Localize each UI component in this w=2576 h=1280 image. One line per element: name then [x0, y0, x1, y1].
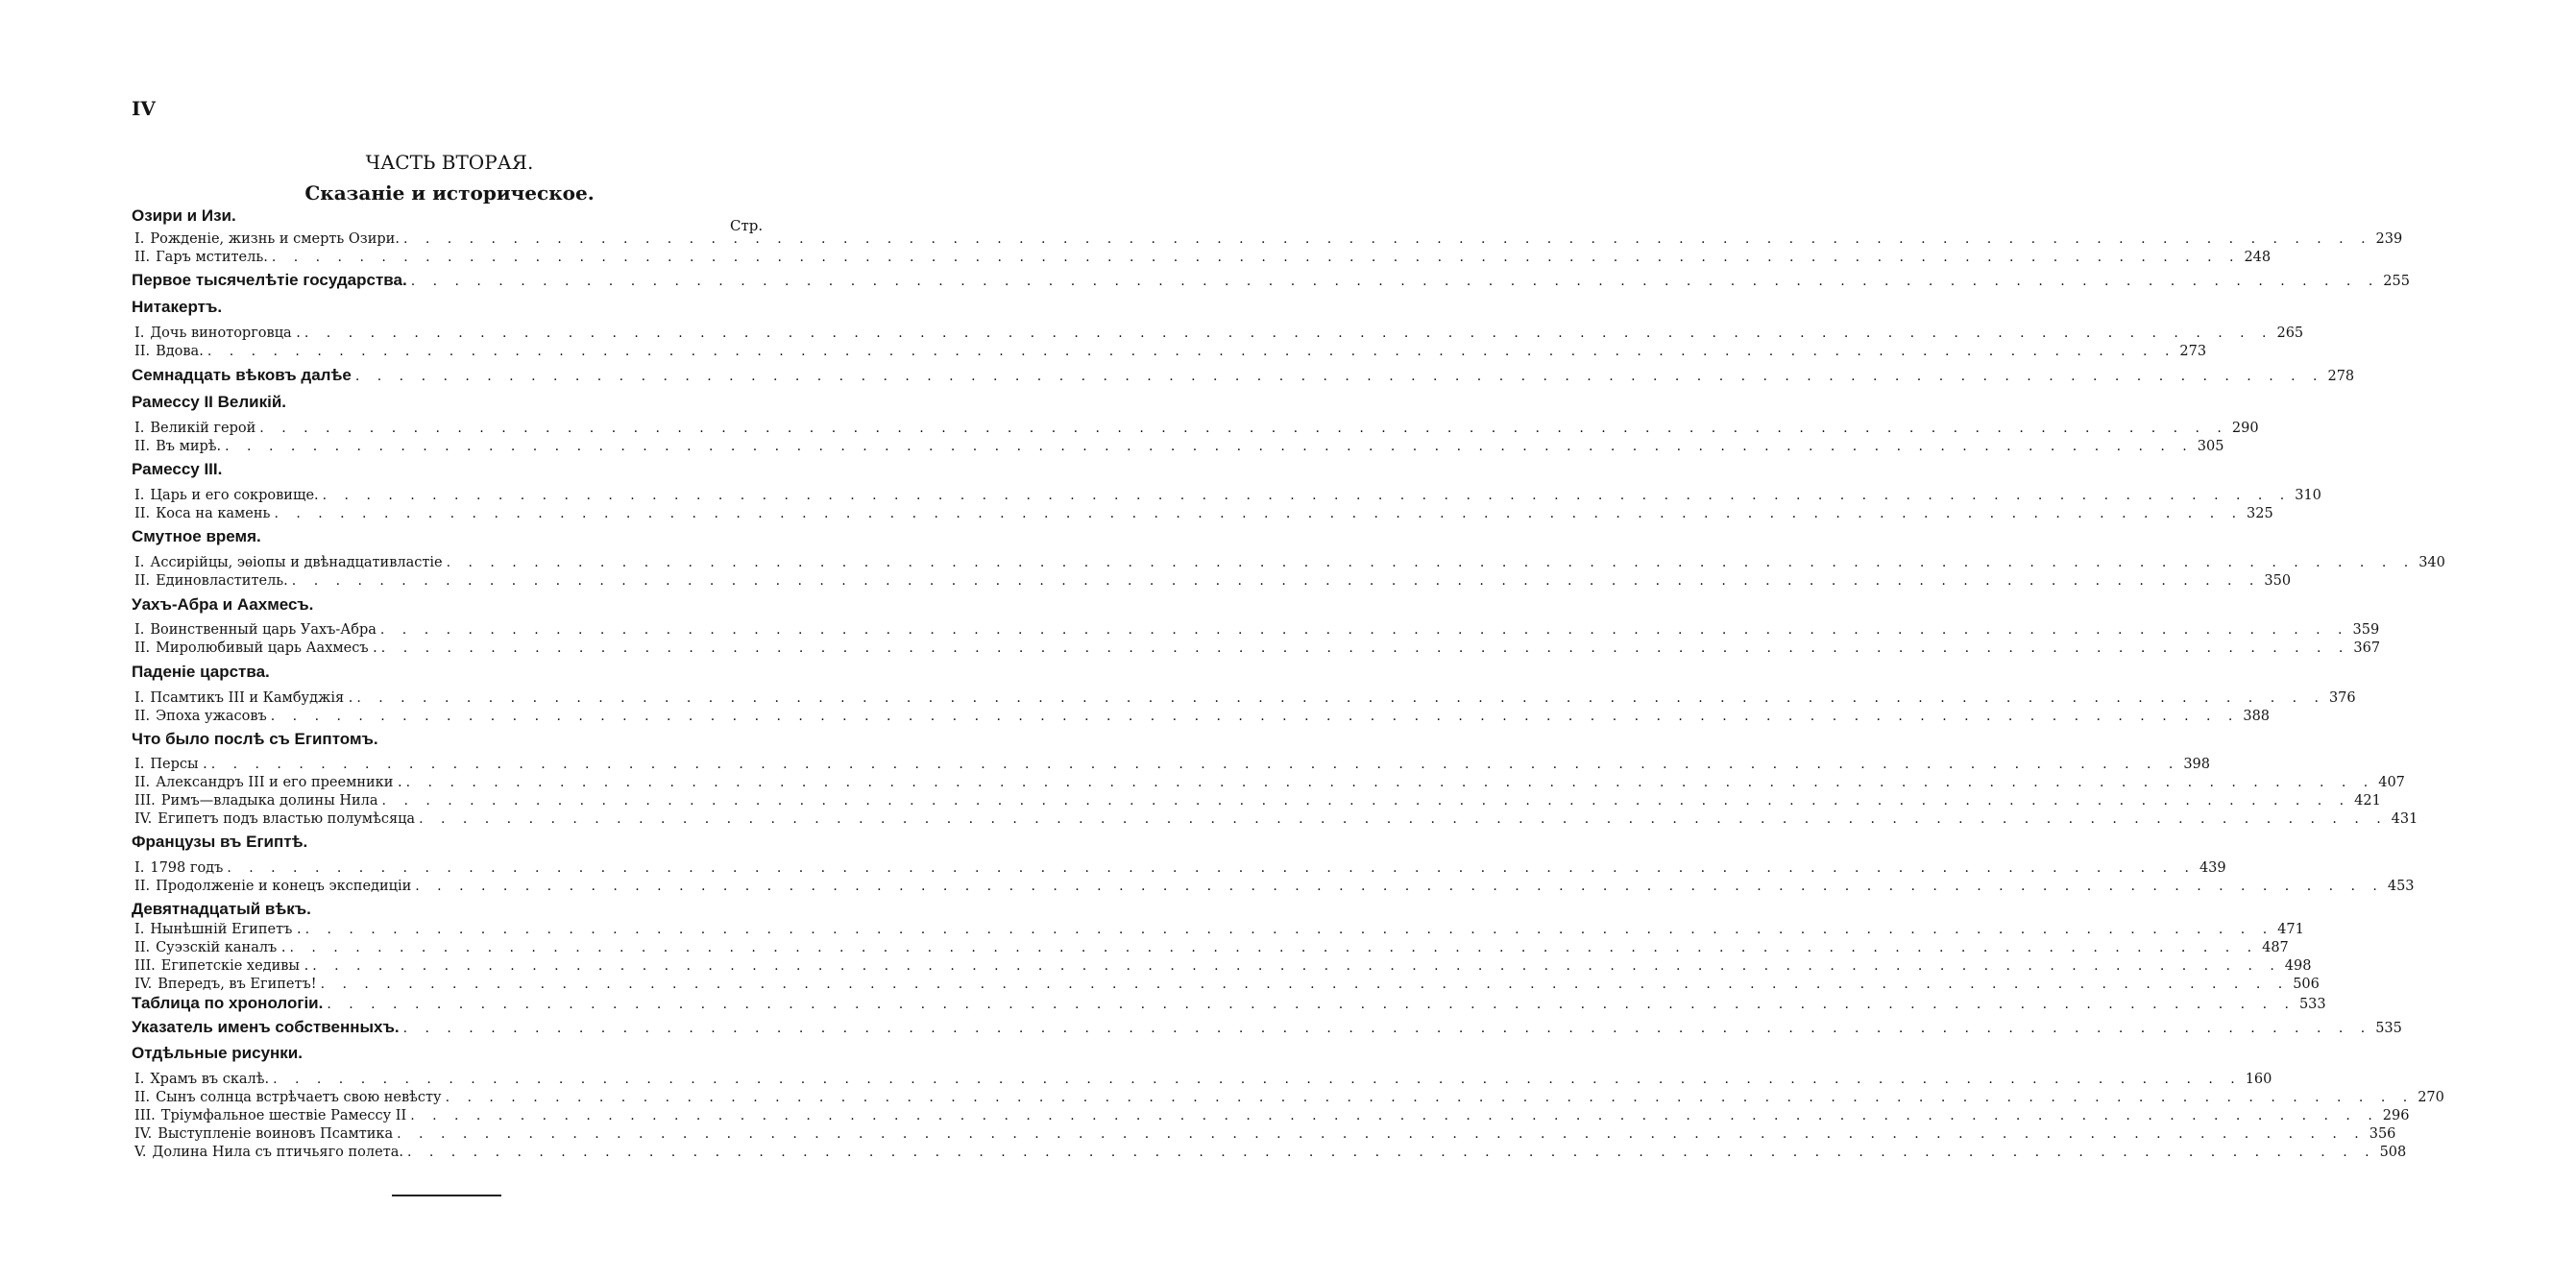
dot-leader: . . . . . . . . . . . . . . . . . . . . . . . . . . . . . . . . . . . . . . . . . . . . . . . . . . . . . . . . . . . . . . . . . . . . . . . . . . . . . . . . . . . . . . . . . .	[312, 958, 2281, 974]
toc-section	[0, 595, 899, 618]
section-title: Девятнадцатый вѣкъ.	[132, 900, 311, 918]
page-column-label: Стр.	[730, 217, 764, 234]
entry-number: II.	[134, 506, 151, 521]
entry-number: II.	[134, 879, 151, 894]
page-ref: 367	[2353, 640, 2381, 656]
toc-section	[0, 271, 2410, 294]
page-ref: 340	[2418, 555, 2445, 570]
page-ref: 239	[2375, 231, 2403, 247]
dot-leader: . . . . . . . . . . . . . . . . . . . . . . . . . . . . . . . . . . . . . . . . . . . . . . . . . . . . . . . . . . . . . . . . . . . . . . . . . . . . . . . . . . . . . . . . . .	[270, 709, 2240, 724]
page-ref: 506	[2293, 977, 2320, 992]
section-title: Указатель именъ собственныхъ.	[132, 1018, 400, 1036]
entry-title: Египетъ подъ властью полумѣсяца	[158, 811, 416, 827]
page-ref: 431	[2391, 811, 2418, 827]
toc-entry	[0, 250, 2272, 268]
page-ref: 305	[2197, 439, 2224, 454]
entry-title: Великій герой	[150, 421, 256, 436]
section-title: Первое тысячелѣтіе государства.	[132, 271, 407, 289]
page-ref: 356	[2369, 1126, 2396, 1142]
toc-entry	[0, 622, 2380, 640]
dot-leader: . . . . . . . . . . . . . . . . . . . . . . . . . . . . . . . . . . . . . . . . . . . . . . . . . . . . . . . . . . . . . . . . . . . . . . . . . . . . . . . . . . . . . . . . . .	[415, 879, 2384, 894]
closing-rule	[392, 1195, 501, 1196]
section-title: Семнадцать вѣковъ далѣе	[132, 366, 352, 384]
toc-section	[0, 730, 899, 753]
entry-title: Гаръ мститель.	[156, 250, 268, 265]
page-ref: 487	[2262, 940, 2289, 955]
toc-section	[0, 460, 899, 483]
page-ref: 533	[2298, 997, 2326, 1012]
entry-number: II.	[134, 775, 151, 790]
dot-leader: . . . . . . . . . . . . . . . . . . . . . . . . . . . . . . . . . . . . . . . . . . . . . . . . . . . . . . . . . . . . . . . . . . . . . . . . . . . . . . . . . . . . . . . . . .	[274, 506, 2244, 521]
entry-number: IV.	[134, 811, 153, 827]
entry-title: Продолженіе и конецъ экспедиціи	[156, 879, 412, 894]
entry-number: II.	[134, 344, 151, 359]
toc-entry	[0, 977, 2320, 995]
dot-leader: . . . . . . . . . . . . . . . . . . . . . . . . . . . . . . . . . . . . . . . . . . . . . . . . . . . . . . . . . . . . . . . . . . . . . . . . . . . . . . . . . . . . . . . . . .	[380, 640, 2350, 656]
page-ref: 273	[2179, 344, 2207, 359]
entry-title: Миролюбивый царь Аахмесъ .	[156, 640, 377, 656]
toc-section	[0, 833, 899, 856]
page-ref: 508	[2379, 1145, 2407, 1160]
entry-title: Коса на камень	[156, 506, 271, 521]
toc-entry	[0, 690, 2356, 709]
toc-entry	[0, 573, 2292, 592]
dot-leader: . . . . . . . . . . . . . . . . . . . . . . . . . . . . . . . . . . . . . . . . . . . . . . . . . . . . . . . . . . . . . . . . . . . . . . . . . . . . . . . . . . . . . . . . . .	[327, 997, 2296, 1012]
toc-section	[0, 527, 899, 550]
entry-number: I.	[134, 860, 145, 876]
dot-leader: . . . . . . . . . . . . . . . . . . . . . . . . . . . . . . . . . . . . . . . . . . . . . . . . . . . . . . . . . . . . . . . . . . . . . . . . . . . . . . . . . . . . . . . . . .	[379, 622, 2349, 638]
section-title: Паденіе царства.	[132, 663, 270, 681]
toc-entry	[0, 879, 2415, 897]
entry-title: Единовластитель.	[156, 573, 288, 589]
entry-number: III.	[134, 1108, 156, 1123]
toc-entry	[0, 1090, 2444, 1108]
page-ref: 325	[2247, 506, 2273, 521]
toc-entry	[0, 860, 2226, 879]
entry-number: IV.	[134, 977, 153, 992]
toc-entry	[0, 555, 2445, 573]
toc-entry	[0, 922, 2304, 940]
toc-entry	[0, 640, 2381, 659]
entry-number: III.	[134, 793, 156, 809]
entry-number: I.	[134, 421, 145, 436]
page-ref: 407	[2378, 775, 2405, 790]
entry-title: Храмъ въ скалѣ.	[150, 1072, 270, 1087]
toc-section	[0, 1018, 2402, 1041]
entry-number: III.	[134, 958, 156, 974]
entry-title: Выступленіе воиновъ Псамтика	[158, 1126, 394, 1142]
entry-number: II.	[134, 709, 151, 724]
dot-leader: . . . . . . . . . . . . . . . . . . . . . . . . . . . . . . . . . . . . . . . . . . . . . . . . . . . . . . . . . . . . . . . . . . . . . . . . . . . . . . . . . . . . . . . . . .	[402, 231, 2372, 247]
page-number: IV	[132, 97, 156, 120]
page-ref: 160	[2245, 1072, 2272, 1087]
entry-number: IV.	[134, 1126, 153, 1142]
entry-number: V.	[134, 1145, 147, 1160]
page-ref: 376	[2328, 690, 2356, 706]
entry-title: Дочь виноторговца .	[150, 326, 301, 341]
dot-leader: . . . . . . . . . . . . . . . . . . . . . . . . . . . . . . . . . . . . . . . . . . . . . . . . . . . . . . . . . . . . . . . . . . . . . . . . . . . . . . . . . . . . . . . . . .	[402, 1021, 2372, 1036]
page-ref: 290	[2231, 421, 2259, 436]
toc-section	[0, 366, 2355, 389]
page-ref: 296	[2382, 1108, 2410, 1123]
entry-number: II.	[134, 439, 151, 454]
section-title: Отдѣльные рисунки.	[132, 1044, 303, 1062]
entry-number: II.	[134, 1090, 151, 1105]
dot-leader: . . . . . . . . . . . . . . . . . . . . . . . . . . . . . . . . . . . . . . . . . . . . . . . . . . . . . . . . . . . . . . . . . . . . . . . . . . . . . . . . . . . . . . . . . .	[289, 940, 2259, 955]
toc-entry	[0, 344, 2207, 362]
page-ref: 248	[2244, 250, 2272, 265]
toc-entry	[0, 793, 2381, 811]
dot-leader: . . . . . . . . . . . . . . . . . . . . . . . . . . . . . . . . . . . . . . . . . . . . . . . . . . . . . . . . . . . . . . . . . . . . . . . . . . . . . . . . . . . . . . . . . .	[410, 274, 2380, 289]
dot-leader: . . . . . . . . . . . . . . . . . . . . . . . . . . . . . . . . . . . . . . . . . . . . . . . . . . . . . . . . . . . . . . . . . . . . . . . . . . . . . . . . . . . . . . . . . .	[271, 250, 2241, 265]
toc-entry	[0, 757, 2211, 775]
toc-entry	[0, 1145, 2407, 1163]
section-title: Что было послѣ съ Египтомъ.	[132, 730, 378, 748]
page-ref: 421	[2354, 793, 2381, 809]
dot-leader: . . . . . . . . . . . . . . . . . . . . . . . . . . . . . . . . . . . . . . . . . . . . . . . . . . . . . . . . . . . . . . . . . . . . . . . . . . . . . . . . . . . . . . . . . .	[381, 793, 2351, 809]
dot-leader: . . . . . . . . . . . . . . . . . . . . . . . . . . . . . . . . . . . . . . . . . . . . . . . . . . . . . . . . . . . . . . . . . . . . . . . . . . . . . . . . . . . . . . . . . .	[259, 421, 2228, 436]
section-title: Смутное время.	[132, 527, 261, 545]
section-title: Рамессу II Великій.	[132, 393, 287, 411]
dot-leader: . . . . . . . . . . . . . . . . . . . . . . . . . . . . . . . . . . . . . . . . . . . . . . . . . . . . . . . . . . . . . . . . . . . . . . . . . . . . . . . . . . . . . . . . . .	[354, 369, 2324, 384]
toc-entry	[0, 811, 2418, 830]
toc-entry	[0, 231, 2403, 250]
part-title: ЧАСТЬ ВТОРАЯ.	[365, 151, 534, 174]
toc-section	[0, 1044, 899, 1067]
toc-entry	[0, 709, 2271, 727]
entry-title: Нынѣшній Египетъ .	[150, 922, 302, 937]
entry-title: Римъ—владыка долины Нила	[160, 793, 378, 809]
page-ref: 439	[2199, 860, 2226, 876]
toc-entry	[0, 439, 2224, 457]
entry-number: II.	[134, 573, 151, 589]
dot-leader: . . . . . . . . . . . . . . . . . . . . . . . . . . . . . . . . . . . . . . . . . . . . . . . . . . . . . . . . . . . . . . . . . . . . . . . . . . . . . . . . . . . . . . . . . .	[227, 860, 2196, 876]
entry-title: Суэзскій каналъ .	[156, 940, 286, 955]
entry-title: Въ мирѣ.	[156, 439, 222, 454]
toc-entry	[0, 1126, 2396, 1145]
toc-entry	[0, 1108, 2410, 1126]
toc-section	[0, 900, 899, 923]
entry-number: II.	[134, 640, 151, 656]
toc-entry	[0, 326, 2304, 344]
dot-leader: . . . . . . . . . . . . . . . . . . . . . . . . . . . . . . . . . . . . . . . . . . . . . . . . . . . . . . . . . . . . . . . . . . . . . . . . . . . . . . . . . . . . . . . . . .	[291, 573, 2261, 589]
entry-number: I.	[134, 622, 145, 638]
entry-title: Рожденіе, жизнь и смерть Озири.	[150, 231, 400, 247]
entry-title: Вдова.	[156, 344, 204, 359]
toc-entry	[0, 940, 2289, 958]
page-ref: 350	[2264, 573, 2292, 589]
entry-title: Псамтикъ III и Камбуджія .	[150, 690, 353, 706]
entry-title: Сынъ солнца встрѣчаетъ свою невѣсту	[156, 1090, 442, 1105]
dot-leader: . . . . . . . . . . . . . . . . . . . . . . . . . . . . . . . . . . . . . . . . . . . . . . . . . . . . . . . . . . . . . . . . . . . . . . . . . . . . . . . . . . . . . . . . . .	[210, 757, 2180, 772]
entry-title: Долина Нила съ птичьяго полета.	[152, 1145, 403, 1160]
section-title: Уахъ-Абра и Аахмесъ.	[132, 595, 314, 614]
toc-section	[0, 393, 899, 416]
dot-leader: . . . . . . . . . . . . . . . . . . . . . . . . . . . . . . . . . . . . . . . . . . . . . . . . . . . . . . . . . . . . . . . . . . . . . . . . . . . . . . . . . . . . . . . . . .	[406, 1145, 2376, 1160]
dot-leader: . . . . . . . . . . . . . . . . . . . . . . . . . . . . . . . . . . . . . . . . . . . . . . . . . . . . . . . . . . . . . . . . . . . . . . . . . . . . . . . . . . . . . . . . . .	[419, 811, 2388, 827]
entry-number: I.	[134, 231, 145, 247]
dot-leader: . . . . . . . . . . . . . . . . . . . . . . . . . . . . . . . . . . . . . . . . . . . . . . . . . . . . . . . . . . . . . . . . . . . . . . . . . . . . . . . . . . . . . . . . . .	[356, 690, 2325, 706]
page-ref: 359	[2352, 622, 2380, 638]
entry-title: Воинственный царь Уахъ-Абра	[150, 622, 377, 638]
entry-number: I.	[134, 757, 145, 772]
dot-leader: . . . . . . . . . . . . . . . . . . . . . . . . . . . . . . . . . . . . . . . . . . . . . . . . . . . . . . . . . . . . . . . . . . . . . . . . . . . . . . . . . . . . . . . . . .	[322, 488, 2292, 503]
page-ref: 471	[2277, 922, 2304, 937]
entry-title: Ассирійцы, эѳіопы и двѣнадцативластіе	[150, 555, 443, 570]
page-ref: 498	[2284, 958, 2312, 974]
toc-entry	[0, 775, 2405, 793]
toc-section	[0, 298, 899, 321]
page-ref: 453	[2387, 879, 2415, 894]
page-ref: 398	[2183, 757, 2211, 772]
entry-number: I.	[134, 690, 145, 706]
page-ref: 388	[2243, 709, 2271, 724]
subtitle: Сказаніе и историческое.	[304, 181, 595, 205]
dot-leader: . . . . . . . . . . . . . . . . . . . . . . . . . . . . . . . . . . . . . . . . . . . . . . . . . . . . . . . . . . . . . . . . . . . . . . . . . . . . . . . . . . . . . . . . . .	[405, 775, 2375, 790]
entry-number: I.	[134, 555, 145, 570]
dot-leader: . . . . . . . . . . . . . . . . . . . . . . . . . . . . . . . . . . . . . . . . . . . . . . . . . . . . . . . . . . . . . . . . . . . . . . . . . . . . . . . . . . . . . . . . . .	[320, 977, 2290, 992]
toc-section	[0, 663, 899, 686]
entry-number: I.	[134, 1072, 145, 1087]
page-ref: 270	[2418, 1090, 2444, 1105]
entry-number: II.	[134, 940, 151, 955]
entry-number: I.	[134, 326, 145, 341]
entry-number: I.	[134, 922, 145, 937]
page-ref: 265	[2276, 326, 2304, 341]
entry-title: Впередъ, въ Египетъ!	[158, 977, 317, 992]
toc-entry	[0, 421, 2259, 439]
toc-section	[0, 206, 899, 229]
entry-number: I.	[134, 488, 145, 503]
toc-entry	[0, 506, 2273, 524]
dot-leader: . . . . . . . . . . . . . . . . . . . . . . . . . . . . . . . . . . . . . . . . . . . . . . . . . . . . . . . . . . . . . . . . . . . . . . . . . . . . . . . . . . . . . . . . . .	[273, 1072, 2242, 1087]
dot-leader: . . . . . . . . . . . . . . . . . . . . . . . . . . . . . . . . . . . . . . . . . . . . . . . . . . . . . . . . . . . . . . . . . . . . . . . . . . . . . . . . . . . . . . . . . .	[225, 439, 2194, 454]
entry-title: Египетскіе хедивы .	[160, 958, 309, 974]
entry-title: Тріумфальное шествіе Рамессу II	[160, 1108, 407, 1123]
toc-entry	[0, 488, 2321, 506]
section-title: Озири и Изи.	[132, 206, 236, 225]
dot-leader: . . . . . . . . . . . . . . . . . . . . . . . . . . . . . . . . . . . . . . . . . . . . . . . . . . . . . . . . . . . . . . . . . . . . . . . . . . . . . . . . . . . . . . . . . .	[207, 344, 2176, 359]
dot-leader: . . . . . . . . . . . . . . . . . . . . . . . . . . . . . . . . . . . . . . . . . . . . . . . . . . . . . . . . . . . . . . . . . . . . . . . . . . . . . . . . . . . . . . . . . .	[397, 1126, 2366, 1142]
entry-title: Эпоха ужасовъ	[156, 709, 267, 724]
dot-leader: . . . . . . . . . . . . . . . . . . . . . . . . . . . . . . . . . . . . . . . . . . . . . . . . . . . . . . . . . . . . . . . . . . . . . . . . . . . . . . . . . . . . . . . . . .	[446, 555, 2416, 570]
entry-number: II.	[134, 250, 151, 265]
section-title: Таблица по хронологіи.	[132, 994, 324, 1012]
page-ref: 535	[2375, 1021, 2402, 1036]
dot-leader: . . . . . . . . . . . . . . . . . . . . . . . . . . . . . . . . . . . . . . . . . . . . . . . . . . . . . . . . . . . . . . . . . . . . . . . . . . . . . . . . . . . . . . . . . .	[445, 1090, 2415, 1105]
entry-title: 1798 годъ	[150, 860, 224, 876]
dot-leader: . . . . . . . . . . . . . . . . . . . . . . . . . . . . . . . . . . . . . . . . . . . . . . . . . . . . . . . . . . . . . . . . . . . . . . . . . . . . . . . . . . . . . . . . . .	[410, 1108, 2379, 1123]
toc-entry	[0, 958, 2312, 977]
toc-section	[0, 994, 2326, 1017]
page-ref: 255	[2383, 274, 2410, 289]
toc-entry	[0, 1072, 2272, 1090]
entry-title: Персы .	[150, 757, 207, 772]
page-ref: 310	[2295, 488, 2321, 503]
section-title: Рамессу III.	[132, 460, 223, 478]
page-ref: 278	[2327, 369, 2355, 384]
section-title: Французы въ Египтѣ.	[132, 833, 308, 851]
dot-leader: . . . . . . . . . . . . . . . . . . . . . . . . . . . . . . . . . . . . . . . . . . . . . . . . . . . . . . . . . . . . . . . . . . . . . . . . . . . . . . . . . . . . . . . . . .	[304, 326, 2273, 341]
section-title: Нитакертъ.	[132, 298, 223, 316]
entry-title: Александръ III и его преемники .	[156, 775, 402, 790]
entry-title: Царь и его сокровище.	[150, 488, 319, 503]
dot-leader: . . . . . . . . . . . . . . . . . . . . . . . . . . . . . . . . . . . . . . . . . . . . . . . . . . . . . . . . . . . . . . . . . . . . . . . . . . . . . . . . . . . . . . . . . .	[304, 922, 2274, 937]
